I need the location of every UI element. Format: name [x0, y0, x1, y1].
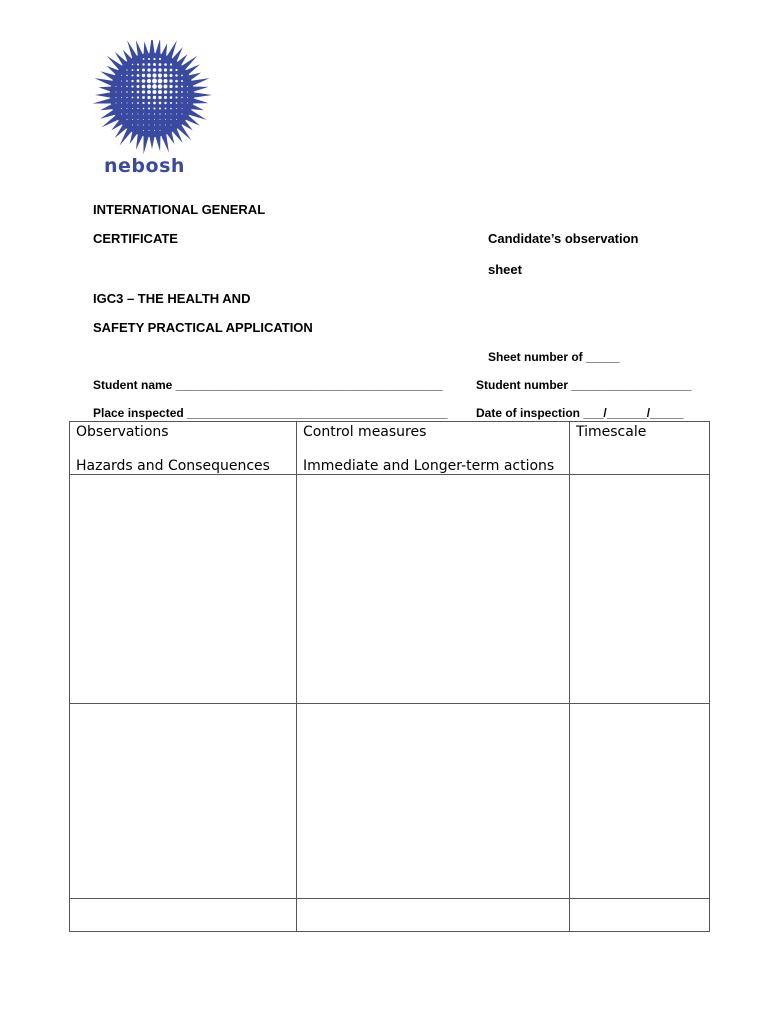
control-measures-subtitle: Immediate and Longer-term actions [303, 458, 555, 474]
header-line-3: IGC3 – THE HEALTH AND [93, 291, 251, 306]
logo-wordmark: nebosh [104, 155, 185, 177]
control-measures-title: Control measures [303, 424, 427, 440]
header-line-2: CERTIFICATE [93, 231, 178, 246]
student-number-field[interactable]: Student number __________________ [476, 378, 692, 392]
timescale-cell[interactable] [570, 899, 710, 932]
control-measures-cell[interactable] [297, 475, 570, 704]
observations-subtitle: Hazards and Consequences [76, 458, 270, 474]
column-header-timescale [570, 422, 710, 475]
header-line-1: INTERNATIONAL GENERAL [93, 202, 266, 217]
column-header-control-measures [297, 422, 570, 475]
timescale-title: Timescale [576, 424, 647, 440]
control-measures-cell[interactable] [297, 704, 570, 899]
timescale-cell[interactable] [570, 704, 710, 899]
sheet-title-line-2: sheet [488, 262, 522, 277]
header-line-4: SAFETY PRACTICAL APPLICATION [93, 320, 313, 335]
sheet-number-field[interactable]: Sheet number of _____ [488, 350, 620, 364]
observation-table [69, 421, 710, 932]
student-name-field[interactable]: Student name ________________________________________ [93, 378, 443, 392]
observations-cell[interactable] [70, 899, 297, 932]
observations-title: Observations [76, 424, 169, 440]
table-row [70, 704, 710, 899]
control-measures-cell[interactable] [297, 899, 570, 932]
timescale-cell[interactable] [570, 475, 710, 704]
observations-cell[interactable] [70, 475, 297, 704]
nebosh-logo [90, 40, 215, 180]
table-row [70, 475, 710, 704]
place-inspected-field[interactable]: Place inspected _______________________________________ [93, 406, 448, 420]
date-of-inspection-field[interactable]: Date of inspection ___/______/_____ [476, 406, 684, 420]
starburst-globe-icon [90, 40, 215, 155]
observations-cell[interactable] [70, 704, 297, 899]
table-header-row [70, 422, 710, 475]
column-header-observations [70, 422, 297, 475]
table-row [70, 899, 710, 932]
sheet-title-line-1: Candidate’s observation [488, 231, 639, 246]
